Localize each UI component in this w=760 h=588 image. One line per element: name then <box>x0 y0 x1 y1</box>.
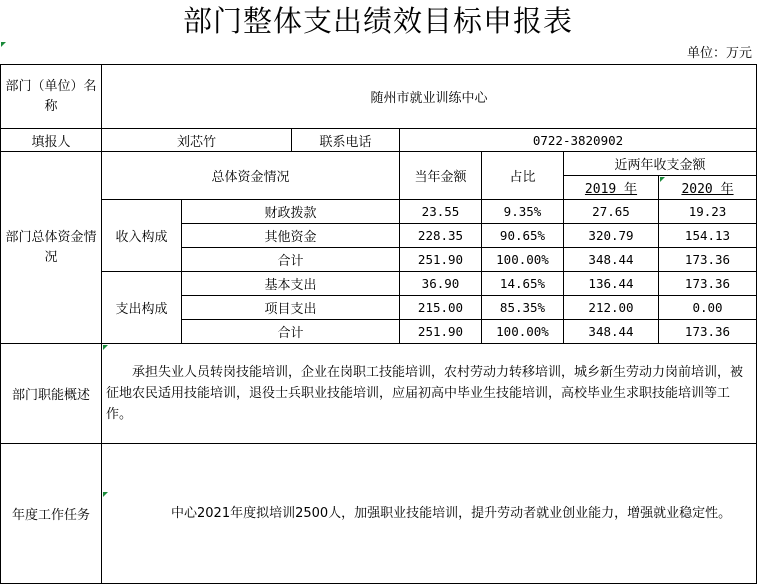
ratio-cell[interactable] <box>482 248 564 272</box>
phone-number: 0722-3820902 <box>532 132 624 148</box>
amount-cell[interactable] <box>400 296 482 320</box>
y2020-value: 0.00 <box>692 300 723 315</box>
dept-name: 随州市就业训练中心 <box>370 91 488 106</box>
expense-label-cell[interactable] <box>102 272 182 344</box>
amount-value: 228.35 <box>417 228 464 243</box>
row-name: 项目支出 <box>264 302 317 317</box>
y2019-value: 348.44 <box>588 324 634 339</box>
table-row[interactable] <box>182 224 400 248</box>
table-row[interactable] <box>182 320 400 344</box>
table-row[interactable] <box>182 200 400 224</box>
row-name: 其他资金 <box>264 230 317 245</box>
amount-cell[interactable] <box>400 224 482 248</box>
row-name: 合计 <box>277 326 304 341</box>
ratio-header: 占比 <box>509 170 536 185</box>
unit-label: 单位：万元 <box>686 46 752 61</box>
income-label-cell[interactable] <box>102 200 182 272</box>
function-label-cell[interactable] <box>1 344 102 444</box>
y2020-cell[interactable] <box>659 248 757 272</box>
dept-label: 部门（单位）名称 <box>5 78 97 114</box>
ratio-value: 14.65% <box>499 276 546 291</box>
current-amount-header: 当年金额 <box>414 170 467 185</box>
y2019-value: 136.44 <box>588 276 634 291</box>
y2019-value: 27.65 <box>592 204 630 219</box>
y2019-cell[interactable] <box>564 200 659 224</box>
form-title: 部门整体支出绩效目标申报表 <box>182 4 573 38</box>
expense-label: 支出构成 <box>115 302 168 317</box>
y2020-cell[interactable] <box>659 320 757 344</box>
y2020-value: 154.13 <box>684 228 731 243</box>
funds-section-label: 部门总体资金情况 <box>5 229 97 265</box>
task-text-cell[interactable] <box>102 444 757 584</box>
ratio-cell[interactable] <box>482 320 564 344</box>
amount-cell[interactable] <box>400 272 482 296</box>
y2019-value: 212.00 <box>588 300 634 315</box>
y2020-value: 173.36 <box>684 276 731 291</box>
task-label: 年度工作任务 <box>11 508 90 523</box>
row-name: 财政拨款 <box>264 206 317 221</box>
dept-label-cell[interactable] <box>1 65 102 129</box>
cell-marker-icon <box>103 492 108 497</box>
ratio-cell[interactable] <box>482 272 564 296</box>
phone-label: 联系电话 <box>319 134 372 150</box>
amount-cell[interactable] <box>400 248 482 272</box>
year2-header-cell[interactable] <box>659 176 757 200</box>
y2019-cell[interactable] <box>564 248 659 272</box>
income-label: 收入构成 <box>115 230 168 245</box>
y2020-cell[interactable] <box>659 296 757 320</box>
task-label-cell[interactable] <box>1 444 102 584</box>
y2019-value: 348.44 <box>588 252 634 267</box>
function-label: 部门职能概述 <box>11 388 90 403</box>
row-name: 合计 <box>277 254 304 269</box>
dept-value-cell[interactable] <box>102 65 757 129</box>
recent-years-header-cell[interactable] <box>564 152 757 176</box>
ratio-value: 85.35% <box>499 300 546 315</box>
amount-value: 251.90 <box>417 252 464 267</box>
ratio-cell[interactable] <box>482 224 564 248</box>
reporter-name-cell[interactable] <box>102 129 292 152</box>
ratio-value: 90.65% <box>499 228 546 243</box>
phone-label-cell[interactable] <box>292 129 400 152</box>
phone-value-cell[interactable] <box>400 129 757 152</box>
overall-header-cell[interactable] <box>102 152 400 200</box>
year2-header: 2020 年 <box>681 182 734 197</box>
amount-cell[interactable] <box>400 200 482 224</box>
amount-value: 215.00 <box>417 300 464 315</box>
cell-marker-icon <box>660 177 665 182</box>
amount-cell[interactable] <box>400 320 482 344</box>
y2020-cell[interactable] <box>659 200 757 224</box>
y2020-cell[interactable] <box>659 272 757 296</box>
function-text: 承担失业人员转岗技能培训，企业在岗职工技能培训，农村劳动力转移培训，城乡新生劳动力岗前培训，被征地农民适用技能培训，退役士兵职业技能培训，应届初高中毕业生技能培训，高校毕业生求职技能培训等工作。 <box>106 365 744 422</box>
current-amount-header-cell[interactable] <box>400 152 482 200</box>
y2019-cell[interactable] <box>564 296 659 320</box>
ratio-cell[interactable] <box>482 200 564 224</box>
cell-marker-icon <box>1 42 6 47</box>
year1-header: 2019 年 <box>584 182 638 197</box>
y2019-cell[interactable] <box>564 224 659 248</box>
ratio-value: 100.00% <box>496 324 549 339</box>
table-row[interactable] <box>182 272 400 296</box>
overall-header: 总体资金情况 <box>211 170 290 185</box>
recent-years-header: 近两年收支金额 <box>614 158 706 173</box>
ratio-value: 9.35% <box>503 204 542 219</box>
ratio-cell[interactable] <box>482 296 564 320</box>
amount-value: 251.90 <box>417 324 464 339</box>
y2020-value: 19.23 <box>688 204 727 219</box>
row-name: 基本支出 <box>264 278 317 293</box>
performance-table <box>0 64 757 584</box>
table-row[interactable] <box>182 296 400 320</box>
amount-value: 23.55 <box>421 204 460 219</box>
y2020-value: 173.36 <box>684 252 731 267</box>
y2020-value: 173.36 <box>684 324 731 339</box>
reporter-name: 刘芯竹 <box>176 134 216 150</box>
ratio-header-cell[interactable] <box>482 152 564 200</box>
function-text-cell[interactable] <box>102 344 757 444</box>
reporter-label: 填报人 <box>31 134 71 150</box>
y2020-cell[interactable] <box>659 224 757 248</box>
y2019-cell[interactable] <box>564 320 659 344</box>
cell-marker-icon <box>103 345 108 350</box>
year1-header-cell[interactable] <box>564 176 659 200</box>
task-text: 中心2021年度拟培训2500人，加强职业技能培训，提升劳动者就业创业能力，增强就业稳定性。 <box>106 506 732 521</box>
y2019-cell[interactable] <box>564 272 659 296</box>
table-row[interactable] <box>182 248 400 272</box>
ratio-value: 100.00% <box>496 252 549 267</box>
reporter-label-cell[interactable] <box>1 129 102 152</box>
funds-section-cell[interactable] <box>1 152 102 344</box>
amount-value: 36.90 <box>421 276 460 291</box>
y2019-value: 320.79 <box>588 228 634 243</box>
